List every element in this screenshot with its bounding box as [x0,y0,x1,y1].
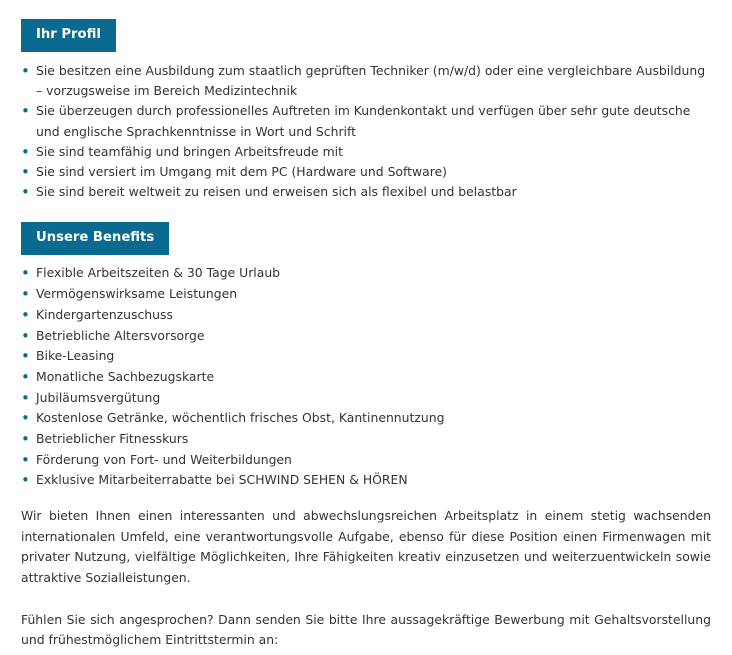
benefit-item-text: Monatliche Sachbezugskarte [36,368,215,384]
bullet-icon: • [21,430,30,449]
benefits-list [21,263,711,491]
benefit-item-text: Betriebliche Altersvorsorge [36,327,205,343]
bullet-icon: • [21,388,30,407]
bullet-icon: • [21,264,30,283]
benefit-item [21,284,711,305]
benefit-item [21,450,711,471]
benefit-item-text: Jubiläumsvergütung [36,389,161,405]
benefit-item-text: Förderung von Fort- und Weiterbildungen [36,451,292,467]
benefit-item [21,470,711,491]
profile-heading: Ihr Profil [21,19,116,52]
bullet-icon: • [21,102,30,121]
application-paragraph: Fühlen Sie sich angesprochen? Dann senden Sie bitte Ihre aussagekräftige Bewerbung mit Gehaltsvorstellung und frühestmöglichem Eintrittstermin an: [21,611,711,648]
bullet-icon: • [21,471,30,490]
section-spacer [21,202,711,222]
benefit-item-text: Exklusive Mitarbeiterrabatte bei SCHWIND SEHEN & HÖREN [36,472,408,488]
profile-list [21,61,711,202]
bullet-icon: • [21,142,30,161]
bullet-icon: • [21,62,30,80]
benefit-item [21,408,711,429]
profile-item-text: Sie sind bereit weltweit zu reisen und erweisen sich als flexibel und belastbar [36,184,517,200]
benefit-item-text: Kostenlose Getränke, wöchentlich frisches Obst, Kantinennutzung [36,410,445,426]
bullet-icon: • [21,285,30,304]
bullet-icon: • [21,347,30,366]
profile-item [21,142,711,162]
benefits-heading: Unsere Benefits [21,222,169,255]
benefit-item [21,367,711,388]
benefit-item-text: Vermögenswirksame Leistungen [36,286,238,302]
benefit-item [21,326,711,347]
offer-paragraph: Wir bieten Ihnen einen interessanten und abwechslungsreichen Arbeitsplatz in einem stetig wachsenden internationalen Umfeld, eine verantwortungsvolle Aufgabe, ebenso für diese Position einen Firmenwagen mit privater Nutzung, vielfältige Möglichkeiten, Ihre Fähigkeiten kreativ einzusetzen und weiterzuentwickeln sowie attraktive Sozialleistungen. [21,508,711,585]
bullet-icon: • [21,305,30,324]
bullet-icon: • [21,326,30,345]
profile-item-text: Sie überzeugen durch professionelles Auftreten im Kundenkontakt und verfügen über sehr gute deutsche und englische Sprachkenntnisse in Wort und Schrift [36,103,691,139]
benefit-item [21,388,711,409]
benefit-item-text: Kindergartenzuschuss [36,306,173,322]
benefit-item [21,429,711,450]
benefit-item-text: Flexible Arbeitszeiten & 30 Tage Urlaub [36,265,281,281]
profile-item [21,101,711,141]
profile-item-text: Sie sind teamfähig und bringen Arbeitsfreude mit [36,143,343,159]
profile-item [21,61,711,101]
benefit-item-text: Bike-Leasing [36,348,115,364]
profile-item-text: Sie sind versiert im Umgang mit dem PC (Hardware und Software) [36,164,448,180]
benefit-item [21,263,711,284]
bullet-icon: • [21,367,30,386]
profile-item [21,162,711,182]
benefit-item [21,305,711,326]
benefit-item-text: Betrieblicher Fitnesskurs [36,431,189,447]
bullet-icon: • [21,409,30,428]
bullet-icon: • [21,183,30,202]
profile-item [21,182,711,202]
profile-item-text: Sie besitzen eine Ausbildung zum staatlich geprüften Techniker (m/w/d) oder eine vergleichbare Ausbildung – vorzugsweise im Bereich Medizintechnik [36,63,706,99]
benefit-item [21,346,711,367]
bullet-icon: • [21,450,30,469]
bullet-icon: • [21,163,30,182]
